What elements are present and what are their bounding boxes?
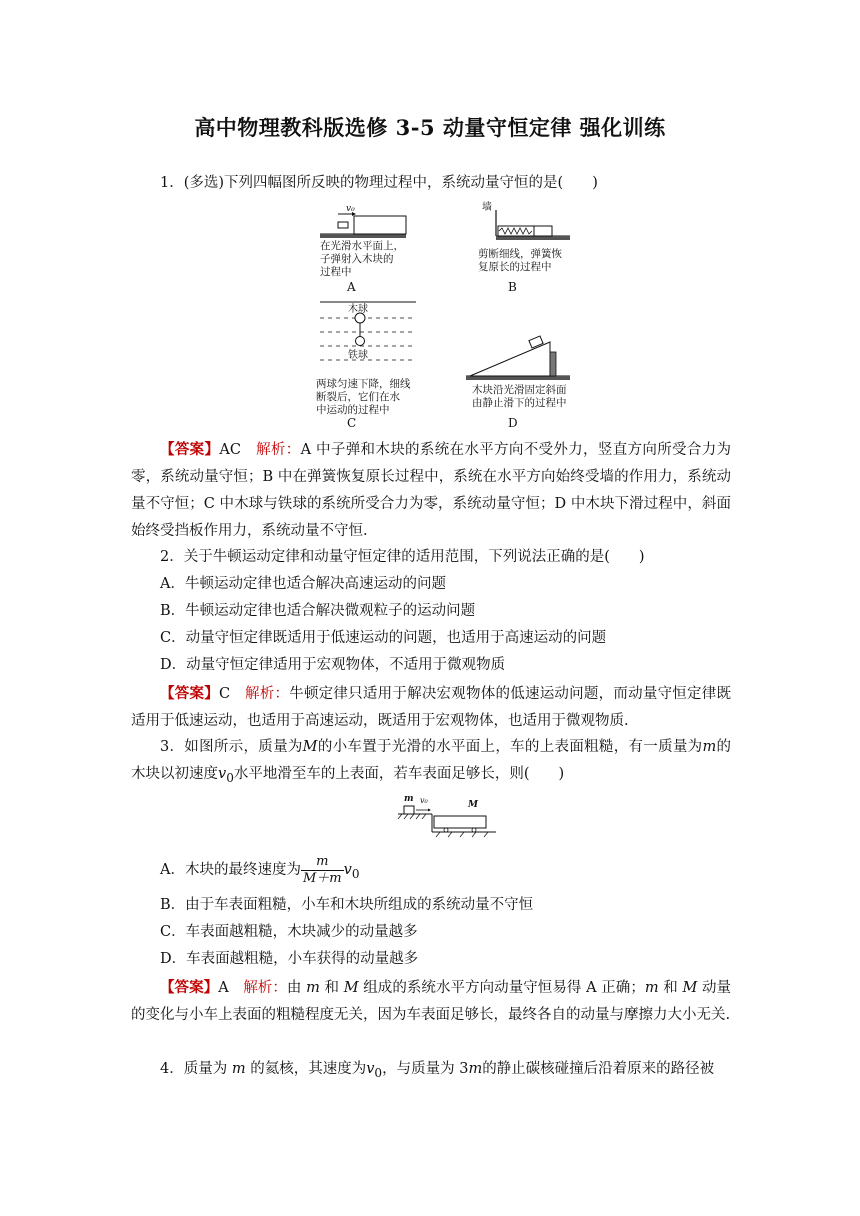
q2-option-d: D．动量守恒定律适用于宏观物体，不适用于微观物质 — [160, 657, 506, 673]
iron-ball-label: 铁球 — [348, 350, 368, 361]
q1-figure-c — [316, 298, 436, 416]
q3-option-c: C．车表面越粗糙，木块减少的动量越多 — [160, 924, 418, 940]
analysis-tag: 解析： — [243, 980, 287, 996]
figure-d-label: D — [508, 416, 518, 430]
analysis-text: 动量的变化与小车上表面的粗糙程度无关，因为车表面足够长，最终各自的动量与摩擦力大小无关. — [131, 980, 731, 1023]
stem-text: 4．质量为 — [160, 1061, 228, 1077]
analysis-text: 组成的系统水平方向动量守恒易得 A 正确； — [363, 980, 645, 996]
symbol-M: M — [302, 739, 318, 755]
symbol-m: m — [644, 980, 659, 996]
spring-wall-diagram — [478, 198, 578, 242]
analysis-text: 和 — [324, 980, 340, 996]
stem-text: 3．如图所示，质量为 — [160, 739, 303, 755]
q2-answer — [131, 680, 731, 735]
q1-answer — [131, 436, 731, 545]
symbol-v: v — [366, 1061, 375, 1077]
symbol-M: M — [682, 980, 698, 996]
fraction-denominator: M＋m — [302, 870, 342, 886]
figure-c-label: C — [347, 416, 357, 430]
subscript: 0 — [374, 1065, 383, 1080]
analysis-tag: 解析： — [256, 442, 301, 458]
analysis-text: A 中子弹和木块的系统在水平方向不受外力，竖直方向所受合力为零，系统动量守恒；B 中在弹簧恢复原长过程中，系统在水平方向始终受墙的作用力，系统动量不守恒；C 中木球与铁球的系统所受合力为零，系统动量守恒；D 中木块下滑过程中，斜面始终受挡板作用力，系统动量不守恒. — [131, 442, 732, 539]
q2-option-b: B．牛顿运动定律也适合解决微观粒子的运动问题 — [160, 603, 476, 619]
answer-value: AC — [219, 442, 241, 458]
caption-line: 中运动的过程中 — [316, 404, 390, 416]
q3-option-a — [160, 852, 360, 892]
q1-figure-b — [478, 198, 578, 278]
answer-tag: 【答案】 — [160, 979, 219, 996]
stem-text: 的静止碳核碰撞后沿着原来的路径被 — [482, 1061, 715, 1077]
page-title: 高中物理教科版选修 3-5 动量守恒定律 强化训练 — [194, 115, 666, 140]
answer-value: A — [218, 980, 229, 996]
analysis-tag: 解析： — [245, 686, 290, 702]
caption-line: 复原长的过程中 — [478, 261, 552, 273]
caption-line: 木块沿光滑固定斜面 — [472, 384, 567, 396]
figure-c-caption — [316, 378, 411, 417]
q2-option-c: C．动量守恒定律既适用于低速运动的问题，也适用于高速运动的问题 — [160, 630, 607, 646]
q1-stem: 1．(多选)下列四幅图所反映的物理过程中，系统动量守恒的是( ) — [160, 175, 598, 191]
incline-diagram — [466, 330, 586, 382]
caption-line: 在光滑水平面上， — [320, 240, 404, 252]
fraction — [301, 854, 344, 887]
symbol-m: m — [306, 980, 320, 996]
caption-line: 剪断细线，弹簧恢 — [478, 248, 562, 260]
answer-tag: 【答案】 — [160, 685, 219, 702]
figure-a-label: A — [347, 280, 356, 294]
wall-label: 墙 — [482, 202, 492, 213]
wood-ball-label: 木球 — [348, 304, 368, 315]
symbol-m: m — [702, 739, 717, 755]
q3-figure — [396, 794, 506, 842]
subscript: 0 — [226, 770, 234, 785]
answer-value: C — [218, 686, 231, 702]
analysis-text: 牛顿定律只适用于解决宏观物体的低速运动问题，而动量守恒定律既适用于低速运动，也适用于高速运动，既适用于宏观物体，也适用于微观物质. — [131, 686, 732, 729]
option-text: A．木块的最终速度为 — [160, 862, 301, 878]
caption-line: 两球匀速下降，细线 — [316, 378, 411, 390]
q1-figure-d — [466, 330, 586, 412]
caption-line: 过程中 — [320, 266, 352, 278]
symbol-v: v — [343, 862, 352, 878]
answer-tag: 【答案】 — [160, 441, 220, 458]
caption-line: 断裂后，它们在水 — [316, 391, 400, 403]
stem-text: ，与质量为 3 — [382, 1061, 469, 1077]
caption-line: 由静止滑下的过程中 — [472, 397, 567, 409]
subscript: 0 — [351, 866, 360, 881]
q2-option-a: A．牛顿运动定律也适合解决高速运动的问题 — [160, 576, 446, 592]
two-balls-water-diagram — [316, 298, 436, 376]
stem-text: 的木块以初速度 — [131, 739, 732, 782]
block-m-label: m — [404, 794, 414, 804]
caption-line: 子弹射入木块的 — [320, 253, 394, 265]
velocity-label: v₀ — [420, 796, 428, 805]
symbol-M: M — [343, 980, 359, 996]
fraction-numerator: m — [301, 854, 344, 871]
q3-option-b: B．由于车表面粗糙，小车和木块所组成的系统动量不守恒 — [160, 897, 534, 913]
symbol-m: m — [468, 1061, 483, 1077]
velocity-label: v₀ — [346, 204, 355, 214]
q3-option-d: D．车表面越粗糙，小车获得的动量越多 — [160, 951, 419, 967]
q2-stem: 2．关于牛顿运动定律和动量守恒定律的适用范围，下列说法正确的是( ) — [160, 549, 645, 565]
analysis-text: 由 — [286, 980, 302, 996]
q1-figure-a — [316, 204, 436, 294]
symbol-m: m — [231, 1061, 246, 1077]
stem-text: 水平地滑至车的上表面，若车表面足够长，则( ) — [233, 766, 565, 782]
figure-d-caption — [472, 384, 567, 410]
cart-M-label: M — [468, 800, 478, 810]
stem-text: 的氦核，其速度为 — [250, 1061, 367, 1077]
q3-stem — [131, 734, 731, 792]
figure-b-label: B — [508, 280, 517, 294]
q3-answer — [131, 974, 731, 1029]
q4-stem — [131, 1056, 731, 1087]
analysis-text: 和 — [663, 980, 678, 996]
figure-a-caption — [320, 240, 404, 279]
figure-b-caption — [478, 248, 562, 274]
stem-text: 的小车置于光滑的水平面上，车的上表面粗糙，有一质量为 — [317, 739, 703, 755]
symbol-v: v — [218, 766, 227, 782]
